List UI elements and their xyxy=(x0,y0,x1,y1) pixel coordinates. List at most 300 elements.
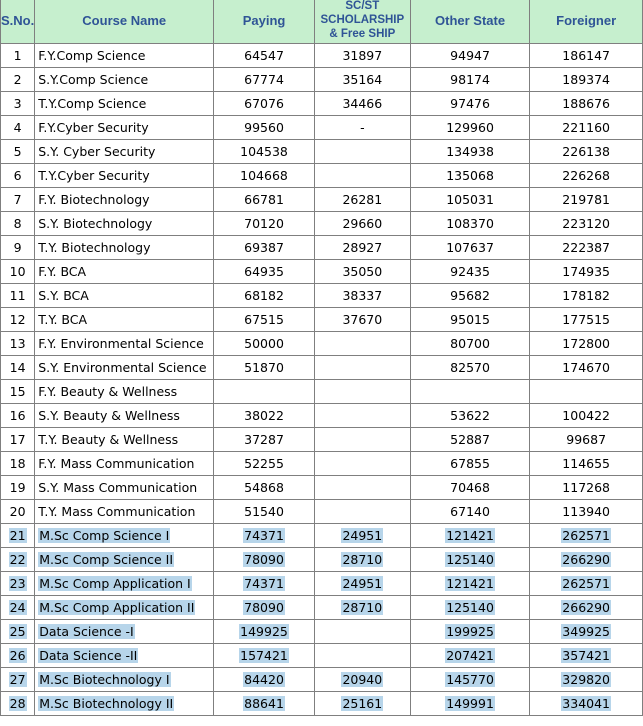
cell-paying xyxy=(214,668,315,692)
header-row xyxy=(1,0,643,44)
cell-paying-text: 149925 xyxy=(240,624,288,639)
cell-sno xyxy=(1,68,35,92)
cell-paying xyxy=(214,284,315,308)
cell-sno xyxy=(1,572,35,596)
cell-scst xyxy=(314,644,410,668)
cell-paying xyxy=(214,236,315,260)
cell-course-name-text: S.Y. Mass Communication xyxy=(38,480,198,495)
cell-other-state-text: 94947 xyxy=(450,48,490,63)
cell-course-name xyxy=(35,92,214,116)
cell-sno-text: 12 xyxy=(9,312,26,327)
cell-other-state xyxy=(410,452,530,476)
cell-scst xyxy=(314,524,410,548)
cell-foreigner-text: 226138 xyxy=(562,144,611,159)
cell-other-state xyxy=(410,500,530,524)
cell-scst xyxy=(314,332,410,356)
cell-sno-text: 16 xyxy=(9,408,26,423)
cell-paying xyxy=(214,548,315,572)
cell-sno-text: 1 xyxy=(13,48,22,63)
cell-course-name xyxy=(35,188,214,212)
cell-other-state-text: 108370 xyxy=(446,216,494,231)
cell-sno xyxy=(1,476,35,500)
cell-sno-text: 28 xyxy=(9,696,26,711)
cell-paying-text: 51870 xyxy=(244,360,284,375)
cell-course-name-text: S.Y. BCA xyxy=(38,288,89,303)
cell-paying-text: 78090 xyxy=(244,552,284,567)
cell-course-name-text: S.Y. Environmental Science xyxy=(38,360,207,375)
cell-sno xyxy=(1,692,35,716)
cell-sno-text: 20 xyxy=(9,504,26,519)
cell-course-name xyxy=(35,524,214,548)
table-row xyxy=(1,356,643,380)
cell-scst-text: 35050 xyxy=(342,264,383,279)
cell-sno xyxy=(1,44,35,68)
cell-other-state-text: 97476 xyxy=(450,96,490,111)
cell-foreigner-text: 114655 xyxy=(562,456,611,471)
cell-scst-text: 38337 xyxy=(342,288,383,303)
cell-other-state xyxy=(410,668,530,692)
cell-other-state-text: 52887 xyxy=(450,432,490,447)
cell-scst-text: 34466 xyxy=(342,96,383,111)
cell-paying-text: 67774 xyxy=(244,72,284,87)
cell-sno-text: 19 xyxy=(9,480,26,495)
cell-paying xyxy=(214,356,315,380)
cell-course-name-text: M.Sc Comp Science I xyxy=(39,528,170,543)
cell-other-state xyxy=(410,548,530,572)
cell-scst xyxy=(314,620,410,644)
cell-scst-text: 29660 xyxy=(342,216,383,231)
cell-other-state-text: 80700 xyxy=(450,336,490,351)
cell-foreigner xyxy=(530,68,643,92)
cell-course-name-text: F.Y. Environmental Science xyxy=(38,336,204,351)
cell-paying xyxy=(214,692,315,716)
header-paying: Paying xyxy=(214,0,315,44)
cell-course-name xyxy=(35,428,214,452)
table-row xyxy=(1,332,643,356)
cell-course-name-text: F.Y.Cyber Security xyxy=(38,120,149,135)
cell-course-name xyxy=(35,668,214,692)
cell-scst xyxy=(314,596,410,620)
cell-other-state-text: 134938 xyxy=(446,144,494,159)
cell-sno-text: 10 xyxy=(9,264,26,279)
cell-foreigner xyxy=(530,140,643,164)
cell-course-name xyxy=(35,116,214,140)
table-row xyxy=(1,452,643,476)
cell-other-state-text: 95682 xyxy=(450,288,490,303)
cell-other-state-text: 98174 xyxy=(450,72,490,87)
cell-course-name-text: M.Sc Biotechnology I xyxy=(39,672,170,687)
cell-course-name xyxy=(35,548,214,572)
cell-foreigner-text: 99687 xyxy=(566,432,607,447)
cell-other-state-text: 129960 xyxy=(446,120,494,135)
cell-other-state xyxy=(410,260,530,284)
cell-other-state-text: 92435 xyxy=(450,264,490,279)
cell-other-state xyxy=(410,140,530,164)
cell-foreigner xyxy=(530,620,643,644)
table-row xyxy=(1,380,643,404)
cell-other-state xyxy=(410,236,530,260)
cell-course-name-text: F.Y. Mass Communication xyxy=(38,456,195,471)
cell-sno xyxy=(1,164,35,188)
cell-paying-text: 70120 xyxy=(244,216,284,231)
cell-scst xyxy=(314,548,410,572)
cell-sno xyxy=(1,116,35,140)
cell-sno xyxy=(1,332,35,356)
cell-sno xyxy=(1,620,35,644)
cell-sno-text: 21 xyxy=(9,528,26,543)
cell-foreigner-text: 172800 xyxy=(562,336,611,351)
cell-scst xyxy=(314,572,410,596)
cell-foreigner-text: 226268 xyxy=(562,168,611,183)
cell-course-name xyxy=(35,500,214,524)
cell-paying xyxy=(214,572,315,596)
cell-other-state-text: 82570 xyxy=(450,360,490,375)
cell-paying-text: 51540 xyxy=(244,504,284,519)
cell-foreigner xyxy=(530,188,643,212)
cell-other-state-text: 207421 xyxy=(446,648,494,663)
header-sno: S.No. xyxy=(1,0,35,44)
cell-sno-text: 18 xyxy=(9,456,26,471)
cell-course-name xyxy=(35,68,214,92)
cell-course-name xyxy=(35,236,214,260)
cell-course-name xyxy=(35,380,214,404)
cell-foreigner xyxy=(530,548,643,572)
cell-paying-text: 99560 xyxy=(244,120,284,135)
cell-paying-text: 104538 xyxy=(240,144,288,159)
cell-foreigner xyxy=(530,164,643,188)
cell-other-state xyxy=(410,68,530,92)
cell-other-state xyxy=(410,692,530,716)
cell-other-state-text: 53622 xyxy=(450,408,490,423)
header-other-state: Other State xyxy=(410,0,530,44)
cell-scst xyxy=(314,380,410,404)
cell-course-name xyxy=(35,620,214,644)
cell-paying xyxy=(214,428,315,452)
cell-sno xyxy=(1,260,35,284)
cell-paying-text: 64547 xyxy=(244,48,284,63)
cell-other-state xyxy=(410,476,530,500)
cell-sno xyxy=(1,404,35,428)
cell-sno-text: 7 xyxy=(13,192,22,207)
cell-other-state xyxy=(410,404,530,428)
cell-sno-text: 24 xyxy=(9,600,26,615)
cell-scst xyxy=(314,308,410,332)
cell-scst xyxy=(314,692,410,716)
cell-foreigner-text: 188676 xyxy=(562,96,611,111)
cell-other-state-text: 70468 xyxy=(450,480,490,495)
table-row xyxy=(1,572,643,596)
cell-other-state-text: 135068 xyxy=(446,168,494,183)
cell-other-state xyxy=(410,524,530,548)
cell-foreigner-text: 219781 xyxy=(562,192,611,207)
cell-course-name xyxy=(35,260,214,284)
cell-course-name xyxy=(35,572,214,596)
cell-foreigner-text: 221160 xyxy=(562,120,611,135)
cell-paying xyxy=(214,404,315,428)
table-row xyxy=(1,92,643,116)
cell-course-name xyxy=(35,308,214,332)
cell-other-state-text: 67140 xyxy=(450,504,490,519)
cell-scst-text: 24951 xyxy=(342,576,383,591)
cell-course-name-text: Data Science -II xyxy=(39,648,138,663)
cell-paying-text: 67076 xyxy=(244,96,284,111)
cell-foreigner-text: 334041 xyxy=(562,696,611,711)
cell-other-state xyxy=(410,308,530,332)
cell-scst-text: 25161 xyxy=(342,696,383,711)
cell-sno-text: 2 xyxy=(13,72,22,87)
header-scst-scholarship xyxy=(314,0,410,44)
cell-scst xyxy=(314,668,410,692)
cell-paying-text: 84420 xyxy=(244,672,284,687)
cell-scst xyxy=(314,236,410,260)
cell-foreigner xyxy=(530,524,643,548)
cell-scst xyxy=(314,404,410,428)
header-course-name: Course Name xyxy=(35,0,214,44)
cell-scst-text: 28927 xyxy=(342,240,383,255)
cell-sno xyxy=(1,284,35,308)
cell-course-name-text: S.Y. Cyber Security xyxy=(38,144,156,159)
cell-scst-text: 35164 xyxy=(342,72,383,87)
table-row xyxy=(1,428,643,452)
cell-foreigner xyxy=(530,428,643,452)
cell-foreigner xyxy=(530,500,643,524)
cell-other-state xyxy=(410,572,530,596)
cell-foreigner-text: 266290 xyxy=(562,600,611,615)
cell-foreigner xyxy=(530,356,643,380)
cell-other-state xyxy=(410,356,530,380)
table-row xyxy=(1,620,643,644)
cell-course-name-text: M.Sc Comp Application I xyxy=(39,576,191,591)
cell-paying-text: 74371 xyxy=(244,576,284,591)
cell-course-name-text: F.Y.Comp Science xyxy=(38,48,146,63)
cell-paying-text: 88641 xyxy=(244,696,284,711)
cell-paying xyxy=(214,260,315,284)
cell-paying xyxy=(214,620,315,644)
header-scst-line1: SC/ST xyxy=(345,0,380,12)
cell-foreigner xyxy=(530,260,643,284)
cell-foreigner-text: 177515 xyxy=(562,312,611,327)
cell-course-name-text: F.Y. BCA xyxy=(38,264,87,279)
cell-scst-text: 37670 xyxy=(342,312,383,327)
cell-foreigner-text: 262571 xyxy=(562,528,611,543)
cell-paying xyxy=(214,116,315,140)
cell-other-state-text: 125140 xyxy=(446,600,494,615)
cell-sno xyxy=(1,500,35,524)
cell-scst-text: 26281 xyxy=(342,192,383,207)
table-row xyxy=(1,260,643,284)
cell-foreigner-text: 329820 xyxy=(562,672,611,687)
cell-paying xyxy=(214,476,315,500)
cell-paying-text: 74371 xyxy=(244,528,284,543)
cell-course-name xyxy=(35,404,214,428)
table-row xyxy=(1,500,643,524)
cell-foreigner-text: 113940 xyxy=(562,504,611,519)
cell-course-name-text: T.Y. Mass Communication xyxy=(38,504,196,519)
cell-other-state xyxy=(410,332,530,356)
table-row xyxy=(1,692,643,716)
cell-course-name-text: T.Y.Cyber Security xyxy=(38,168,150,183)
cell-sno-text: 13 xyxy=(9,336,26,351)
cell-foreigner xyxy=(530,476,643,500)
cell-paying-text: 157421 xyxy=(240,648,288,663)
cell-course-name-text: F.Y. Biotechnology xyxy=(38,192,150,207)
header-foreigner: Foreigner xyxy=(530,0,643,44)
table-row xyxy=(1,308,643,332)
cell-sno xyxy=(1,140,35,164)
cell-paying xyxy=(214,92,315,116)
table-row xyxy=(1,164,643,188)
cell-other-state-text: 67855 xyxy=(450,456,490,471)
cell-paying xyxy=(214,524,315,548)
table-row xyxy=(1,668,643,692)
cell-foreigner xyxy=(530,572,643,596)
cell-foreigner xyxy=(530,116,643,140)
cell-course-name-text: T.Y. Beauty & Wellness xyxy=(38,432,179,447)
cell-paying-text: 104668 xyxy=(240,168,288,183)
cell-other-state-text: 95015 xyxy=(450,312,490,327)
cell-paying xyxy=(214,380,315,404)
cell-sno-text: 27 xyxy=(9,672,26,687)
cell-scst xyxy=(314,476,410,500)
cell-sno-text: 17 xyxy=(9,432,26,447)
cell-paying-text: 54868 xyxy=(244,480,284,495)
cell-foreigner xyxy=(530,92,643,116)
cell-scst xyxy=(314,452,410,476)
cell-course-name xyxy=(35,644,214,668)
table-row xyxy=(1,44,643,68)
cell-sno-text: 9 xyxy=(13,240,22,255)
table-row xyxy=(1,284,643,308)
cell-paying-text: 52255 xyxy=(244,456,284,471)
cell-sno-text: 14 xyxy=(9,360,26,375)
cell-sno-text: 26 xyxy=(9,648,26,663)
cell-sno xyxy=(1,452,35,476)
cell-foreigner-text: 117268 xyxy=(562,480,611,495)
cell-foreigner-text: 223120 xyxy=(562,216,611,231)
cell-paying-text: 50000 xyxy=(244,336,284,351)
cell-other-state xyxy=(410,188,530,212)
cell-course-name-text: S.Y.Comp Science xyxy=(38,72,149,87)
cell-other-state xyxy=(410,92,530,116)
cell-paying-text: 66781 xyxy=(244,192,284,207)
cell-course-name xyxy=(35,212,214,236)
cell-other-state xyxy=(410,212,530,236)
cell-paying xyxy=(214,164,315,188)
cell-foreigner xyxy=(530,308,643,332)
cell-sno xyxy=(1,428,35,452)
cell-course-name-text: T.Y.Comp Science xyxy=(38,96,147,111)
cell-paying xyxy=(214,644,315,668)
cell-foreigner xyxy=(530,644,643,668)
cell-other-state xyxy=(410,116,530,140)
cell-scst xyxy=(314,212,410,236)
cell-other-state xyxy=(410,380,530,404)
cell-scst xyxy=(314,188,410,212)
cell-sno xyxy=(1,524,35,548)
cell-paying-text: 69387 xyxy=(244,240,284,255)
cell-sno xyxy=(1,644,35,668)
cell-foreigner-text: 174935 xyxy=(562,264,611,279)
cell-other-state-text: 149991 xyxy=(446,696,494,711)
cell-scst xyxy=(314,260,410,284)
cell-sno xyxy=(1,308,35,332)
cell-paying-text: 64935 xyxy=(244,264,284,279)
cell-course-name-text: S.Y. Biotechnology xyxy=(38,216,153,231)
cell-scst-text: 28710 xyxy=(342,600,383,615)
cell-foreigner xyxy=(530,284,643,308)
cell-course-name xyxy=(35,284,214,308)
table-body xyxy=(1,44,643,716)
cell-scst-text: 24951 xyxy=(342,528,383,543)
cell-foreigner-text: 178182 xyxy=(562,288,611,303)
cell-other-state xyxy=(410,620,530,644)
cell-foreigner xyxy=(530,380,643,404)
cell-paying xyxy=(214,308,315,332)
cell-paying-text: 38022 xyxy=(244,408,284,423)
cell-scst xyxy=(314,44,410,68)
cell-sno xyxy=(1,92,35,116)
cell-foreigner-text: 222387 xyxy=(562,240,611,255)
cell-foreigner xyxy=(530,44,643,68)
cell-paying xyxy=(214,500,315,524)
cell-foreigner xyxy=(530,452,643,476)
header-scst-line2: SCHOLARSHIP xyxy=(320,14,405,26)
cell-paying xyxy=(214,212,315,236)
cell-paying xyxy=(214,140,315,164)
cell-course-name xyxy=(35,356,214,380)
cell-sno-text: 3 xyxy=(13,96,22,111)
cell-other-state-text: 105031 xyxy=(446,192,494,207)
cell-sno-text: 4 xyxy=(13,120,22,135)
table-row xyxy=(1,644,643,668)
cell-course-name xyxy=(35,476,214,500)
cell-sno xyxy=(1,548,35,572)
cell-sno-text: 22 xyxy=(9,552,26,567)
cell-foreigner-text: 266290 xyxy=(562,552,611,567)
cell-course-name-text: M.Sc Comp Application II xyxy=(39,600,195,615)
cell-sno-text: 11 xyxy=(9,288,26,303)
table-row xyxy=(1,212,643,236)
cell-paying xyxy=(214,188,315,212)
cell-foreigner-text: 189374 xyxy=(562,72,611,87)
table-row xyxy=(1,548,643,572)
cell-sno-text: 25 xyxy=(9,624,26,639)
cell-scst-text: 28710 xyxy=(342,552,383,567)
cell-course-name xyxy=(35,596,214,620)
cell-foreigner-text: 174670 xyxy=(562,360,611,375)
cell-scst-text: 31897 xyxy=(342,48,383,63)
cell-foreigner-text: 262571 xyxy=(562,576,611,591)
header-scst-line3: & Free SHIP xyxy=(329,28,396,40)
cell-sno-text: 15 xyxy=(9,384,26,399)
cell-scst-text: - xyxy=(360,120,365,135)
cell-scst-text: 20940 xyxy=(342,672,383,687)
cell-course-name xyxy=(35,452,214,476)
cell-paying xyxy=(214,452,315,476)
cell-sno-text: 23 xyxy=(9,576,26,591)
cell-course-name-text: T.Y. Biotechnology xyxy=(38,240,151,255)
cell-scst xyxy=(314,140,410,164)
cell-sno-text: 6 xyxy=(13,168,22,183)
cell-other-state xyxy=(410,596,530,620)
table-row xyxy=(1,68,643,92)
cell-other-state xyxy=(410,428,530,452)
cell-course-name xyxy=(35,140,214,164)
cell-foreigner xyxy=(530,692,643,716)
cell-other-state-text: 121421 xyxy=(446,528,494,543)
cell-scst xyxy=(314,428,410,452)
cell-scst xyxy=(314,92,410,116)
